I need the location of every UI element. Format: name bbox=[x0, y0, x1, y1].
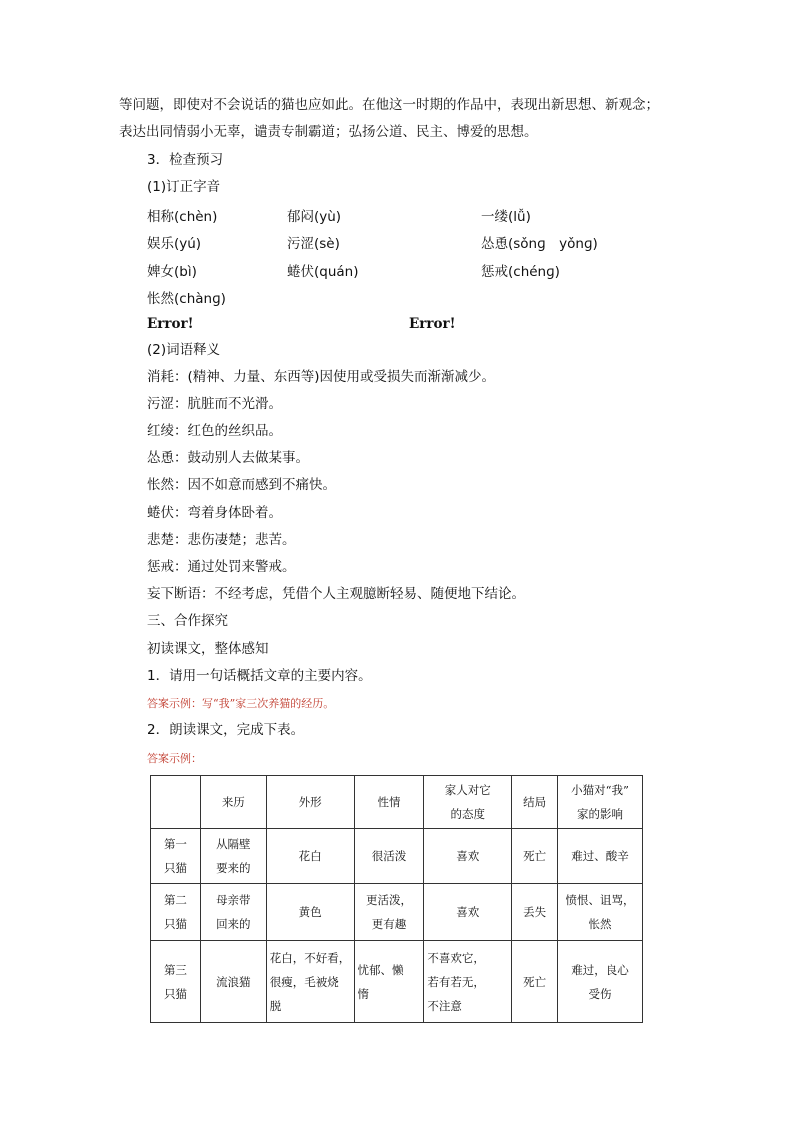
paragraph-line: 等问题，即使对不会说话的猫也应如此。在他这一时期的作品中，表现出新思想、新观念； bbox=[119, 97, 659, 113]
subsection-heading: (1)订正字音 bbox=[147, 179, 221, 195]
table-cell: 丢失 bbox=[512, 884, 558, 941]
section-heading: 三、合作探究 bbox=[147, 613, 228, 629]
subsection-heading: (2)词语释义 bbox=[147, 342, 221, 358]
table-header-cell: 外形 bbox=[266, 776, 354, 829]
pinyin-item: 婢女(bì) bbox=[147, 264, 197, 280]
table-cell: 愤恨、诅骂， 怅然 bbox=[558, 884, 643, 941]
answer-text: 答案示例：写“我”家三次养猫的经历。 bbox=[147, 697, 335, 710]
question: 2．朗读课文，完成下表。 bbox=[147, 722, 305, 738]
subheading: 初读课文，整体感知 bbox=[147, 641, 269, 657]
table-row bbox=[151, 884, 643, 941]
table-cell: 喜欢 bbox=[424, 829, 512, 884]
table-cell: 忧郁、懒 惰 bbox=[354, 941, 424, 1023]
definition-line: 妄下断语：不经考虑，凭借个人主观臆断轻易、随便地下结论。 bbox=[147, 586, 525, 602]
table-cell: 死亡 bbox=[512, 829, 558, 884]
cat-comparison-table bbox=[150, 775, 643, 1023]
error-text: Error! bbox=[409, 316, 456, 332]
table-header-cell bbox=[151, 776, 201, 829]
pinyin-item: 一缕(lǚ) bbox=[481, 209, 531, 225]
section-heading: 3．检查预习 bbox=[147, 152, 224, 168]
table-cell: 喜欢 bbox=[424, 884, 512, 941]
table-cell: 难过，良心 受伤 bbox=[558, 941, 643, 1023]
pinyin-item: 娱乐(yú) bbox=[147, 236, 202, 252]
pinyin-item: 相称(chèn) bbox=[147, 209, 218, 225]
table-header-cell: 来历 bbox=[200, 776, 266, 829]
table-cell: 很活泼 bbox=[354, 829, 424, 884]
paragraph-line: 表达出同情弱小无辜，谴责专制霸道；弘扬公道、民主、博爱的思想。 bbox=[119, 124, 538, 140]
definition-line: 怅然：因不如意而感到不痛快。 bbox=[147, 477, 336, 493]
table-header-row bbox=[151, 776, 643, 829]
definition-line: 惩戒：通过处罚来警戒。 bbox=[147, 559, 296, 575]
definition-line: 悲楚：悲伤凄楚；悲苦。 bbox=[147, 532, 296, 548]
table-cell: 母亲带 回来的 bbox=[200, 884, 266, 941]
table-cell: 第三 只猫 bbox=[151, 941, 201, 1023]
table-header-cell: 家人对它 的态度 bbox=[424, 776, 512, 829]
table-cell: 更活泼， 更有趣 bbox=[354, 884, 424, 941]
table-cell: 不喜欢它， 若有若无， 不注意 bbox=[424, 941, 512, 1023]
question: 1．请用一句话概括文章的主要内容。 bbox=[147, 668, 372, 684]
error-text: Error! bbox=[147, 316, 194, 332]
pinyin-item: 怂恿(sǒnɡ yǒnɡ) bbox=[481, 236, 598, 252]
pinyin-item: 惩戒(chénɡ) bbox=[481, 264, 560, 280]
table-cell: 第一 只猫 bbox=[151, 829, 201, 884]
definition-line: 蜷伏：弯着身体卧着。 bbox=[147, 505, 282, 521]
definition-line: 怂恿：鼓动别人去做某事。 bbox=[147, 450, 309, 466]
table-cell: 流浪猫 bbox=[200, 941, 266, 1023]
pinyin-item: 怅然(chànɡ) bbox=[147, 291, 226, 307]
definition-line: 污涩：肮脏而不光滑。 bbox=[147, 396, 282, 412]
table-header-cell: 小猫对“我” 家的影响 bbox=[558, 776, 643, 829]
definition-line: 消耗：(精神、力量、东西等)因使用或受损失而渐渐减少。 bbox=[147, 369, 496, 385]
definition-line: 红绫：红色的丝织品。 bbox=[147, 423, 282, 439]
table-row bbox=[151, 941, 643, 1023]
table-cell: 难过、酸辛 bbox=[558, 829, 643, 884]
pinyin-item: 蜷伏(quán) bbox=[287, 264, 359, 280]
table-row bbox=[151, 829, 643, 884]
table-header-cell: 性情 bbox=[354, 776, 424, 829]
answer-label: 答案示例： bbox=[147, 752, 202, 765]
table-cell: 花白，不好看， 很瘦，毛被烧 脱 bbox=[266, 941, 354, 1023]
table-cell: 死亡 bbox=[512, 941, 558, 1023]
table-header-cell: 结局 bbox=[512, 776, 558, 829]
table-cell: 从隔壁 要来的 bbox=[200, 829, 266, 884]
table-cell: 黄色 bbox=[266, 884, 354, 941]
table-cell: 花白 bbox=[266, 829, 354, 884]
table-cell: 第二 只猫 bbox=[151, 884, 201, 941]
pinyin-item: 郁闷(yù) bbox=[287, 209, 342, 225]
pinyin-item: 污涩(sè) bbox=[287, 236, 340, 252]
